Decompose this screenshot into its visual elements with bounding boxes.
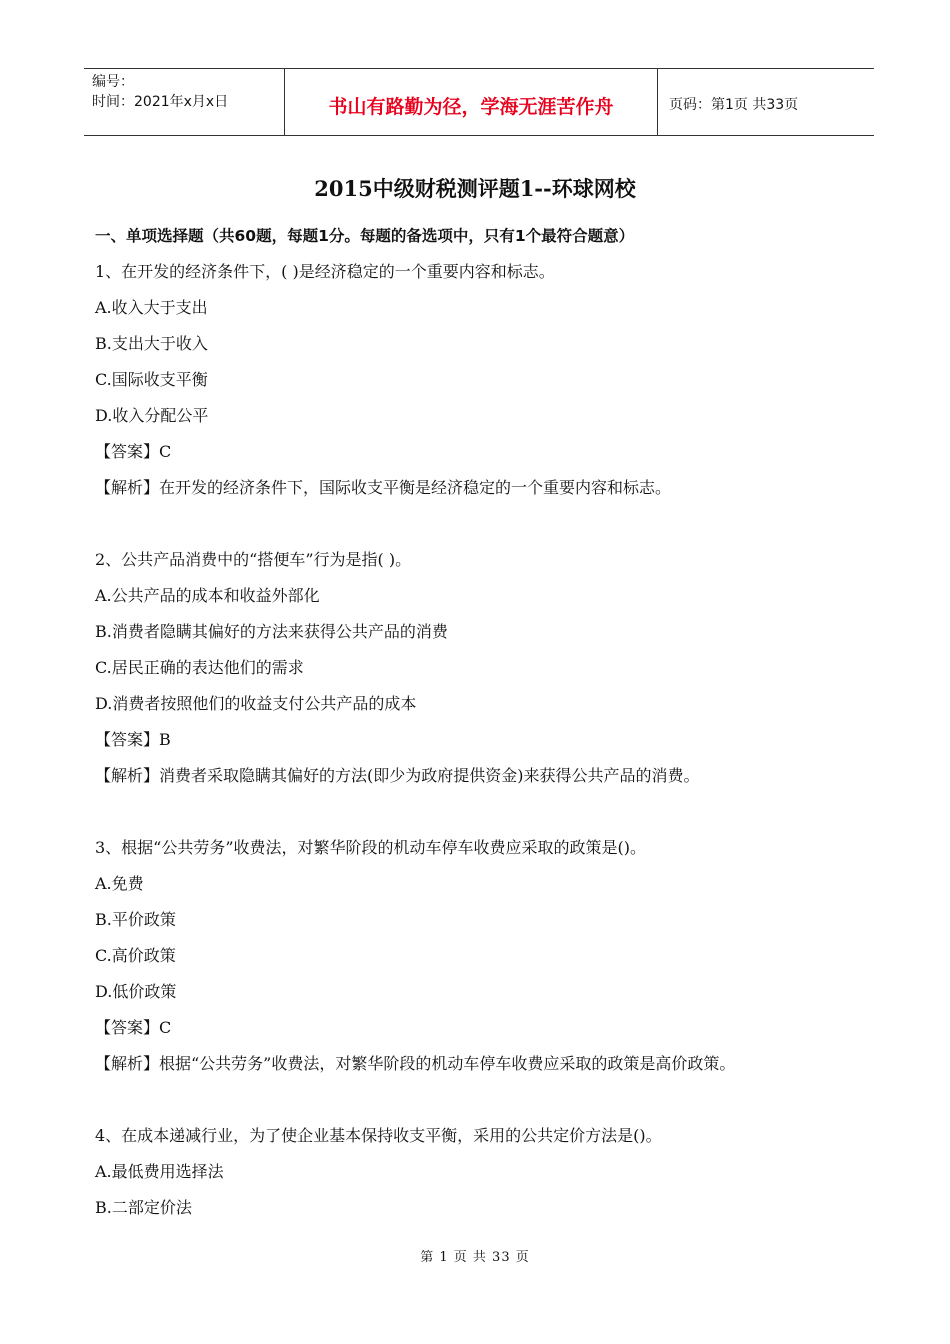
analysis: 【解析】在开发的经济条件下，国际收支平衡是经济稳定的一个重要内容和标志。 [95, 478, 672, 497]
option-b: B.消费者隐瞒其偏好的方法来获得公共产品的消费 [95, 622, 448, 641]
document-title: 2015中级财税测评题1--环球网校 [314, 176, 636, 201]
page-header [84, 68, 874, 136]
option-a: A.收入大于支出 [95, 298, 208, 317]
question-1 [95, 258, 895, 510]
option-d: D.低价政策 [95, 982, 177, 1001]
header-meta-cell [84, 69, 285, 135]
analysis: 【解析】根据“公共劳务”收费法，对繁华阶段的机动车停车收费应采取的政策是高价政策。 [95, 1054, 736, 1073]
option-b: B.二部定价法 [95, 1198, 192, 1217]
spacer [95, 798, 895, 834]
question-stem: 2、公共产品消费中的“搭便车”行为是指( )。 [95, 550, 412, 569]
document-number-label: 编号： [92, 74, 134, 90]
option-c: C.高价政策 [95, 946, 176, 965]
document-body [95, 222, 895, 1230]
option-b: B.平价政策 [95, 910, 176, 929]
header-motto: 书山有路勤为径，学海无涯苦作舟 [328, 96, 614, 118]
spacer [95, 1086, 895, 1122]
spacer [95, 510, 895, 546]
section-heading: 一、单项选择题（共60题，每题1分。每题的备选项中，只有1个最符合题意） [95, 227, 635, 245]
analysis: 【解析】消费者采取隐瞒其偏好的方法(即少为政府提供资金)来获得公共产品的消费。 [95, 766, 700, 785]
answer: 【答案】C [95, 1018, 172, 1037]
header-page-cell [659, 69, 874, 135]
answer: 【答案】C [95, 442, 172, 461]
question-2 [95, 546, 895, 798]
question-stem: 3、根据“公共劳务”收费法，对繁华阶段的机动车停车收费应采取的政策是()。 [95, 838, 647, 857]
option-a: A.公共产品的成本和收益外部化 [95, 586, 320, 605]
question-4 [95, 1122, 895, 1230]
question-stem: 1、在开发的经济条件下，( )是经济稳定的一个重要内容和标志。 [95, 262, 555, 281]
option-c: C.居民正确的表达他们的需求 [95, 658, 304, 677]
option-d: D.收入分配公平 [95, 406, 209, 425]
option-d: D.消费者按照他们的收益支付公共产品的成本 [95, 694, 417, 713]
header-motto-cell [285, 69, 658, 135]
answer: 【答案】B [95, 730, 171, 749]
option-b: B.支出大于收入 [95, 334, 208, 353]
page-footer: 第 1 页 共 33 页 [420, 1250, 530, 1265]
option-a: A.最低费用选择法 [95, 1162, 224, 1181]
question-stem: 4、在成本递减行业，为了使企业基本保持收支平衡，采用的公共定价方法是()。 [95, 1126, 662, 1145]
header-page-info: 页码：第1页 共33页 [669, 97, 799, 113]
option-a: A.免费 [95, 874, 144, 893]
question-3 [95, 834, 895, 1086]
document-time-label: 时间：2021年x月x日 [92, 94, 229, 110]
option-c: C.国际收支平衡 [95, 370, 208, 389]
